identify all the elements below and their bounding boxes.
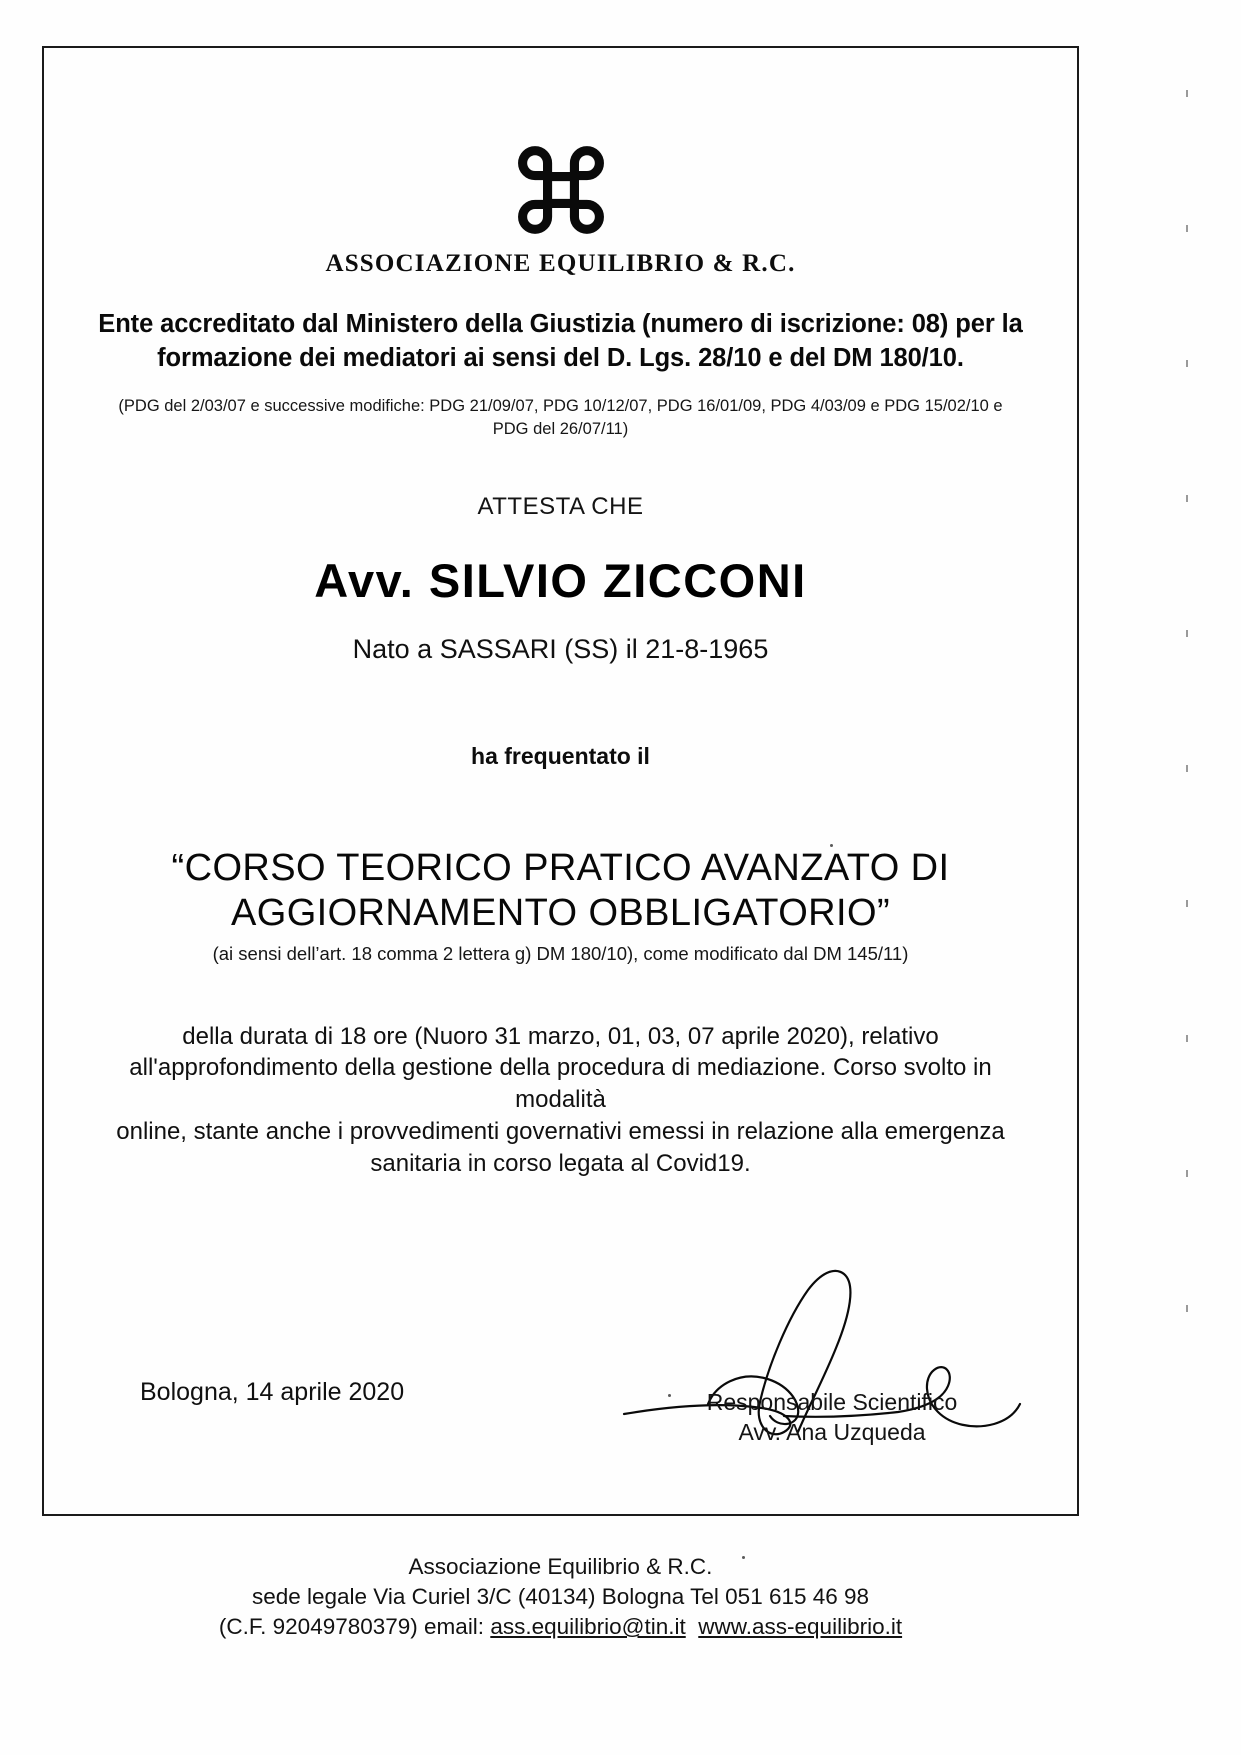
place-and-date: Bologna, 14 aprile 2020 <box>140 1378 405 1407</box>
organization-logo <box>92 138 1029 242</box>
recipient-name: Avv. SILVIO ZICCONI <box>314 553 807 607</box>
footer-contact-line <box>92 1612 1029 1642</box>
command-loop-logo-icon <box>513 142 609 238</box>
recipient-birth-details: Nato a SASSARI (SS) il 21-8-1965 <box>352 633 769 664</box>
certificate-content <box>44 48 1077 1640</box>
course-description <box>92 1021 1029 1181</box>
accreditation-line-2: formazione dei mediatori ai sensi del D. Lgs. 28/10 e del DM 180/10. <box>157 343 964 372</box>
email-link[interactable]: ass.equilibrio@tin.it <box>490 1614 686 1640</box>
scan-speck <box>742 1556 745 1559</box>
pdg-line-1: (PDG del 2/03/07 e successive modifiche: PDG 21/09/07, PDG 10/12/07, PDG 16/01/09, PDG 4/03/09 e PDG 15/02/10 e <box>118 397 1003 416</box>
attests-label: ATTESTA CHE <box>477 492 644 520</box>
scan-speck <box>830 844 833 847</box>
scan-speck <box>668 1394 671 1397</box>
signer-name: Avv. Ana Uzqueda <box>738 1418 926 1445</box>
accreditation-line-1: Ente accreditato dal Ministero della Giustizia (numero di iscrizione: 08) per la <box>98 310 1023 338</box>
footer-contact-info <box>92 1552 1029 1642</box>
website-link[interactable]: www.ass-equilibrio.it <box>698 1614 903 1640</box>
signature-labels <box>652 1388 1012 1448</box>
pdg-references <box>92 395 1029 441</box>
course-title <box>92 846 1029 936</box>
scan-edge-artifacts <box>1186 90 1189 1410</box>
signer-role: Responsabile Scientifico <box>706 1389 958 1416</box>
description-line-1: della durata di 18 ore (Nuoro 31 marzo, 01, 03, 07 aprile 2020), relativo <box>182 1022 939 1050</box>
description-line-4: sanitaria in corso legata al Covid19. <box>370 1150 751 1178</box>
description-line-3: online, stante anche i provvedimenti governativi emessi in relazione alla emergenza <box>116 1118 1005 1146</box>
description-line-2: all'approfondimento della gestione della procedura di mediazione. Corso svolto in modalità <box>129 1054 992 1114</box>
course-title-line-1: “CORSO TEORICO PRATICO AVANZATO DI <box>171 846 950 889</box>
organization-name: ASSOCIAZIONE EQUILIBRIO & R.C. <box>325 250 796 277</box>
accreditation-statement <box>92 308 1029 375</box>
signature-block <box>92 1256 1029 1486</box>
course-legal-reference: (ai sensi dell’art. 18 comma 2 lettera g) DM 180/10), come modificato dal DM 145/11) <box>212 942 909 964</box>
footer-address: sede legale Via Curiel 3/C (40134) Bologna Tel 051 615 46 98 <box>251 1584 870 1610</box>
course-title-line-2: AGGIORNAMENTO OBBLIGATORIO” <box>230 891 890 934</box>
footer-organization: Associazione Equilibrio & R.C. <box>408 1554 713 1580</box>
pdg-line-2: PDG del 26/07/11) <box>492 420 629 439</box>
footer-fiscal-code: (C.F. 92049780379) email: <box>218 1614 491 1640</box>
attended-label: ha frequentato il <box>471 742 650 769</box>
